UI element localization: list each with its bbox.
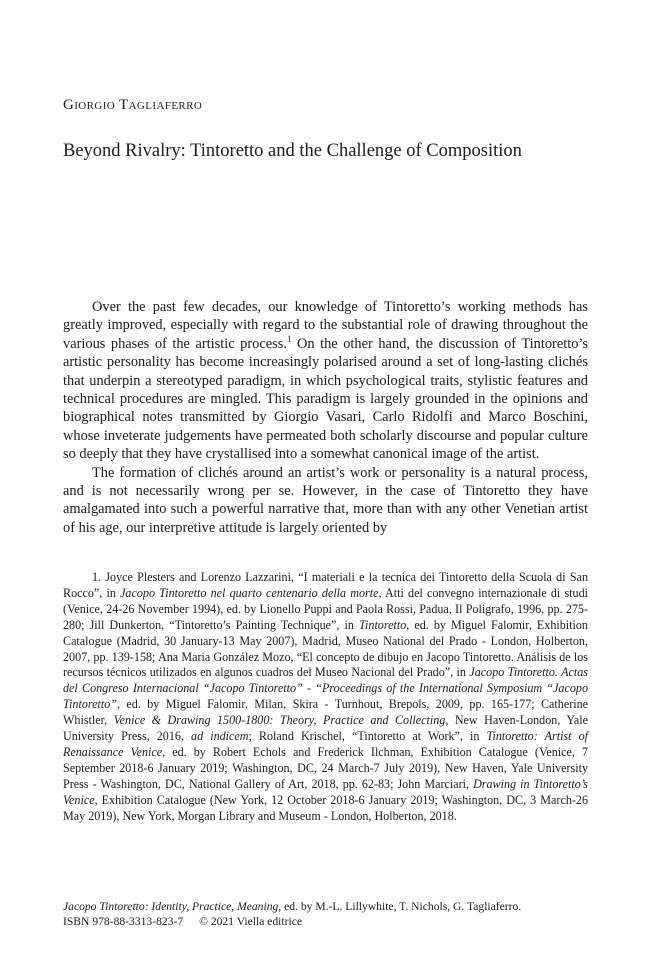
footnote-italic-title: Venice & Drawing 1500-1800: Theory, Practice and Collecting: [113, 713, 446, 728]
isbn: ISBN 978-88-3313-823-7: [63, 915, 184, 928]
footnote-italic-title: Drawing in Tintoretto’s Venice: [63, 776, 588, 807]
chapter-title: Beyond Rivalry: Tintoretto and the Challenge of Composition: [63, 141, 522, 161]
footnote-reference[interactable]: 1: [286, 334, 292, 345]
footnote-italic-title: Jacopo Tintoretto. Actas del Congreso Internacional “Jacopo Tintoretto” - “Proceedings of the International Symposium “Jacopo Tintoretto”: [63, 665, 588, 712]
footnote-segment: , New Haven-London, Yale University Press, 2016,: [63, 713, 588, 744]
source-line-2: [63, 914, 603, 929]
book-editors: , ed. by M.-L. Lillywhite, T. Nichols, G. Tagliaferro.: [278, 900, 522, 913]
paragraph-1: [63, 298, 588, 464]
footnote-text: [63, 570, 588, 825]
footnote-segment: , Atti del convegno internazionale di studi (Venice, 24-26 November 1994), ed. by Lionello Puppi and Paola Rossi, Padua, Il Poligrafo, 1996, pp. 275-280; Jill Dunkerton, “Tintoretto’s Painting Technique”, in: [63, 585, 588, 632]
footnote-italic-title: ad indicem: [191, 729, 249, 744]
source-line-1: [63, 899, 603, 914]
footnote-segment: , ed. by Robert Echols and Frederick Ilchman, Exhibition Catalogue (Venice, 7 September 2018-6 January 2019; Washington, DC, 24 March-7 July 2019), New Haven, Yale University Press - Washington, DC, National Gallery of Art, 2018, pp. 62-83; John Marciari,: [63, 744, 589, 791]
footnote-1: [63, 570, 588, 825]
copyright: © 2021 Viella editrice: [199, 915, 302, 928]
footnote-italic-title: Tintoretto: Artist of Renaissance Venice: [63, 729, 588, 759]
main-text: [63, 298, 588, 537]
author-name: Giorgio Tagliaferro: [63, 97, 203, 113]
footnote-segment: 1. Joyce Plesters and Lorenzo Lazzarini, “I materiali e la tecnica dei Tintoretto della Scuola di San Rocco”, in: [63, 570, 588, 600]
book-title: Jacopo Tintoretto: Identity, Practice, Meaning: [63, 900, 279, 913]
footnote-segment: , ed. by Miguel Falomir, Exhibition Catalogue (Madrid, 30 January-13 May 2007), Madrid, Museo National del Prado - London, Holberton, 2007, pp. 139-158; Ana Maria González Mozo, “El concepto de dibujo en Jacopo Tintoretto. Análisis de los recursos técnicos utilizados en algunos cuadros del Museo Nacional del Prado”, in: [63, 617, 588, 680]
paragraph-1-text-continued: On the other hand, the discussion of Tintoretto’s artistic personality has become increasingly polarised around a set of long-lasting clichés that underpin a stereotyped paradigm, in which psychological traits, stylistic features and technical procedures are mingled. This paradigm is largely grounded in the opinions and biographical notes transmitted by Giorgio Vasari, Carlo Ridolfi and Marco Boschini, whose inveterate judgements have permeated both scholarly discourse and popular culture so deeply that they have crystallised into a somewhat canonical image of the artist.: [63, 335, 588, 463]
footnote-segment: , ed. by Miguel Falomir, Milan, Skira - Turnhout, Brepols, 2009, pp. 165-177; Catherine Whistler,: [63, 697, 588, 728]
footnote-segment: ; Roland Krischel, “Tintoretto at Work”, in: [248, 729, 487, 744]
paragraph-1-text: Over the past few decades, our knowledge of Tintoretto’s working methods has greatly improved, especially with regard to the substantial role of drawing throughout the various phases of the artistic process.: [63, 299, 588, 352]
footnote-italic-title: Tintoretto: [358, 617, 407, 632]
footnote-segment: , Exhibition Catalogue (New York, 12 October 2018-6 January 2019; Washington, DC, 3 March-26 May 2019), New York, Morgan Library and Museum - London, Holberton, 2018.: [63, 792, 588, 823]
paragraph-2: The formation of clichés around an artist’s work or personality is a natural process, and is not necessarily wrong per se. However, in the case of Tintoretto they have amalgamated into such a powerful narrative that, more than with any other Venetian artist of his age, our interpretive attitude is largely oriented by: [63, 464, 588, 536]
footnote-italic-title: Jacopo Tintoretto nel quarto centenario della morte: [120, 585, 379, 600]
source-citation: [63, 899, 603, 929]
